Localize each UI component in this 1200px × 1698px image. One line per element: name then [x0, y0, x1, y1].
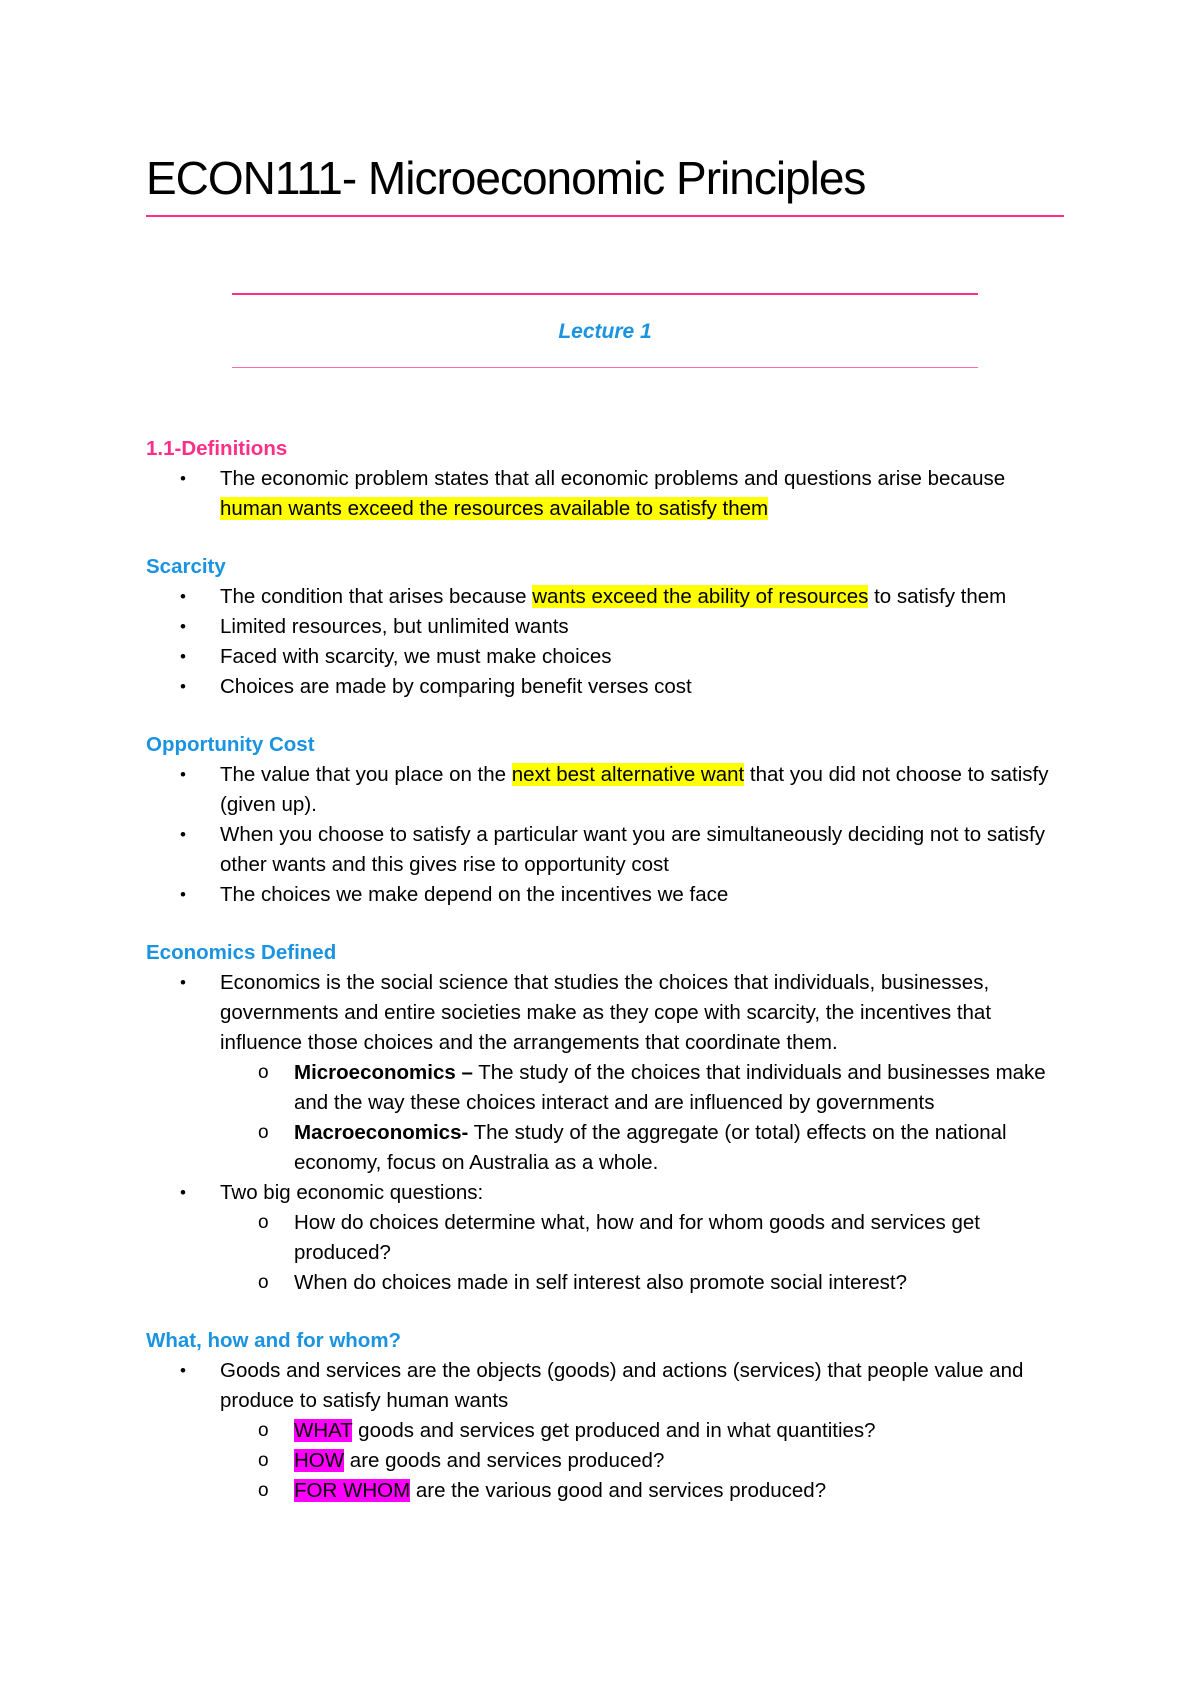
notes-body [146, 434, 1066, 1534]
highlighted-text: FOR WHOM [294, 1479, 411, 1502]
section-heading: Scarcity [146, 555, 226, 578]
highlighted-text: human wants exceed the resources available to satisfy them [220, 497, 769, 520]
bullet-list [146, 968, 1066, 1298]
list-item [220, 968, 1066, 1178]
bullet-list [146, 582, 1066, 702]
section-heading: What, how and for whom? [146, 1329, 402, 1352]
highlighted-text: wants exceed the ability of resources [532, 585, 869, 608]
highlighted-text: HOW [294, 1449, 345, 1472]
highlighted-text: next best alternative want [511, 763, 745, 786]
sub-list-item [294, 1446, 1066, 1476]
section-definitions [146, 434, 1066, 524]
highlighted-text: WHAT [294, 1419, 353, 1442]
list-item: • Faced with scarcity, we must make choices [220, 642, 1066, 672]
sub-list-item [294, 1476, 1066, 1506]
bullet-list [146, 464, 1066, 524]
bullet-list [146, 760, 1066, 910]
sub-list-item [294, 1118, 1066, 1178]
sub-list [220, 1058, 1066, 1178]
list-item: • The choices we make depend on the incentives we face [220, 880, 1066, 910]
title-underline [146, 215, 1064, 217]
list-item: • Choices are made by comparing benefit verses cost [220, 672, 1066, 702]
sub-list [220, 1416, 1066, 1506]
page-title: ECON111- Microeconomic Principles [146, 152, 866, 204]
bullet-text: goods and services get produced and in what quantities? [352, 1419, 876, 1442]
lecture-rule-top [232, 293, 978, 295]
sub-list-item: o How do choices determine what, how and for whom goods and services get produced? [294, 1208, 1066, 1268]
list-item [220, 760, 1066, 820]
bullet-list [146, 1356, 1066, 1506]
list-item [220, 464, 1066, 524]
section-heading: Opportunity Cost [146, 733, 315, 756]
section-heading: 1.1-Definitions [146, 437, 288, 460]
lecture-rule-bottom [232, 367, 978, 368]
bullet-text: Economics is the social science that studies the choices that individuals, businesses, governments and entire societies make as they cope with scarcity, the incentives that influence those choices and the arrangements that coordinate them. [220, 971, 992, 1054]
bullet-text: Two big economic questions: [220, 1181, 484, 1204]
section-heading: Economics Defined [146, 941, 337, 964]
section-scarcity [146, 552, 1066, 702]
list-item [220, 1356, 1066, 1506]
bullet-text: The economic problem states that all economic problems and questions arise because [220, 467, 1006, 490]
list-item: • When you choose to satisfy a particular want you are simultaneously deciding not to satisfy other wants and this gives rise to opportunity cost [220, 820, 1066, 880]
section-economics-defined [146, 938, 1066, 1298]
lecture-label: Lecture 1 [558, 320, 652, 343]
section-what-how-whom [146, 1326, 1066, 1506]
sub-list-item: o When do choices made in self interest also promote social interest? [294, 1268, 1066, 1298]
section-opportunity-cost [146, 730, 1066, 910]
term-label: Macroeconomics- [294, 1121, 469, 1144]
bullet-text: Goods and services are the objects (goods) and actions (services) that people value and produce to satisfy human wants [220, 1359, 1024, 1412]
bullet-text: that you did not choose to satisfy (given up). [220, 763, 1049, 816]
sub-list-item [294, 1058, 1066, 1118]
bullet-text: The value that you place on the [220, 763, 512, 786]
term-definition: The study of the choices that individuals and businesses make and the way these choices interact and are influenced by governments [294, 1061, 1046, 1114]
sub-list [220, 1208, 1066, 1298]
bullet-text: to satisfy them [868, 585, 1007, 608]
list-item: • Limited resources, but unlimited wants [220, 612, 1066, 642]
list-item [220, 582, 1066, 612]
list-item [220, 1178, 1066, 1298]
bullet-text: are the various good and services produced? [410, 1479, 827, 1502]
sub-list-item [294, 1416, 1066, 1446]
term-label: Microeconomics – [294, 1061, 473, 1084]
bullet-text: The condition that arises because [220, 585, 533, 608]
term-definition: The study of the aggregate (or total) effects on the national economy, focus on Australia as a whole. [294, 1121, 1007, 1174]
bullet-text: are goods and services produced? [344, 1449, 665, 1472]
